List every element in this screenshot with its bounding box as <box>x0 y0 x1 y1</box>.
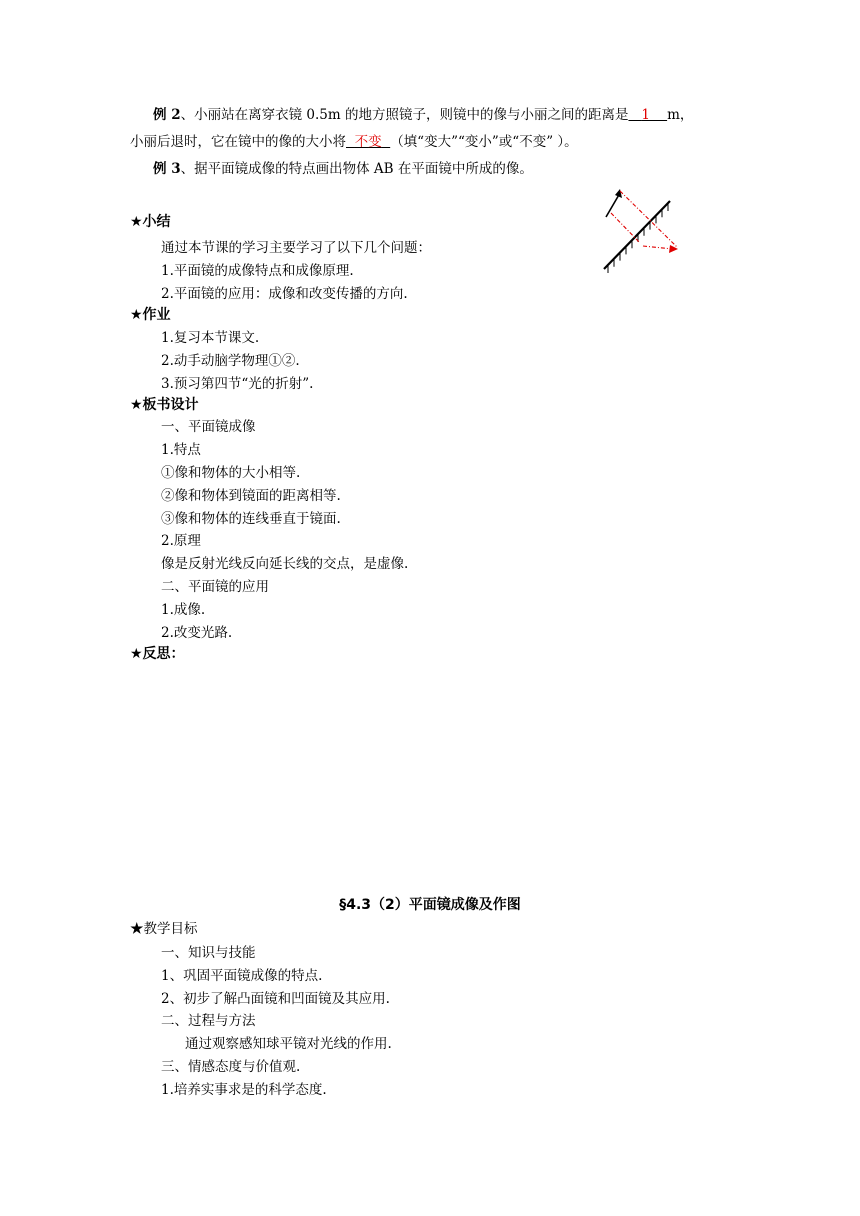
objective-line-2: 1、巩固平面镜成像的特点. <box>161 968 323 984</box>
objective-line-3: 2、初步了解凸面镜和凹面镜及其应用. <box>161 991 390 1007</box>
board-line-6: 2.原理 <box>161 533 201 549</box>
example-2-line-2 <box>130 133 578 151</box>
board-line-7: 像是反射光线反向延长线的交点，是虚像. <box>161 556 409 572</box>
example-3-label: 例 3 <box>153 161 181 177</box>
example-2-text-3: （填“变大”“变小”或“不变” ）。 <box>390 134 578 150</box>
board-line-3: ①像和物体的大小相等. <box>161 465 301 481</box>
board-line-8: 二、平面镜的应用 <box>161 579 269 595</box>
example-3-text: 、据平面镜成像的特点画出物体 AB 在平面镜中所成的像。 <box>180 161 533 177</box>
answer-2-blank <box>346 134 390 150</box>
answer-1: 1 <box>641 107 650 123</box>
homework-heading: ★作业 <box>130 307 171 323</box>
example-2-line-1 <box>153 106 693 124</box>
example-2-text-1: 、小丽站在离穿衣镜 0.5m 的地方照镜子，则镜中的像与小丽之间的距离是 <box>180 107 629 123</box>
board-line-10: 2.改变光路. <box>161 625 233 641</box>
objective-line-4: 二、过程与方法 <box>161 1013 256 1029</box>
construction-lines <box>611 191 677 249</box>
image-arrowhead <box>669 245 678 253</box>
board-line-5: ③像和物体的连线垂直于镜面. <box>161 511 341 527</box>
board-line-2: 1.特点 <box>161 442 201 458</box>
summary-item-1: 1.平面镜的成像特点和成像原理. <box>161 263 354 279</box>
plane-mirror-diagram <box>598 185 688 275</box>
objective-line-6: 三、情感态度与价值观. <box>161 1059 301 1075</box>
mirror-line <box>604 201 670 269</box>
board-line-4: ②像和物体到镜面的距离相等. <box>161 488 341 504</box>
board-line-9: 1.成像. <box>161 602 206 618</box>
answer-1-blank <box>628 107 667 123</box>
board-design-heading: ★板书设计 <box>130 397 199 413</box>
homework-item-3: 3.预习第四节“光的折射”. <box>161 376 314 392</box>
homework-item-2: 2.动手动脑学物理①②. <box>161 353 300 369</box>
reflection-heading: ★反思： <box>130 646 185 662</box>
section-title: §4.3（2）平面镜成像及作图 <box>339 897 521 913</box>
board-line-1: 一、平面镜成像 <box>161 419 256 435</box>
example-2-unit: m， <box>667 107 694 123</box>
example-2-label: 例 2 <box>153 107 181 123</box>
answer-2: 不变 <box>354 134 382 150</box>
summary-intro: 通过本节课的学习主要学习了以下几个问题： <box>161 240 431 256</box>
objective-line-1: 一、知识与技能 <box>161 945 256 961</box>
homework-item-1: 1.复习本节课文. <box>161 330 260 346</box>
objective-line-5: 通过观察感知球平镜对光线的作用. <box>185 1036 392 1052</box>
objective-line-7: 1.培养实事求是的科学态度. <box>161 1082 327 1098</box>
example-3-line <box>153 160 533 178</box>
object-ab-arrow <box>606 193 620 217</box>
example-2-text-2: 小丽后退时，它在镜中的像的大小将 <box>130 134 346 150</box>
summary-heading: ★小结 <box>130 214 171 230</box>
summary-item-2: 2.平面镜的应用：成像和改变传播的方向. <box>161 286 408 302</box>
objectives-heading: ★教学目标 <box>130 921 198 937</box>
